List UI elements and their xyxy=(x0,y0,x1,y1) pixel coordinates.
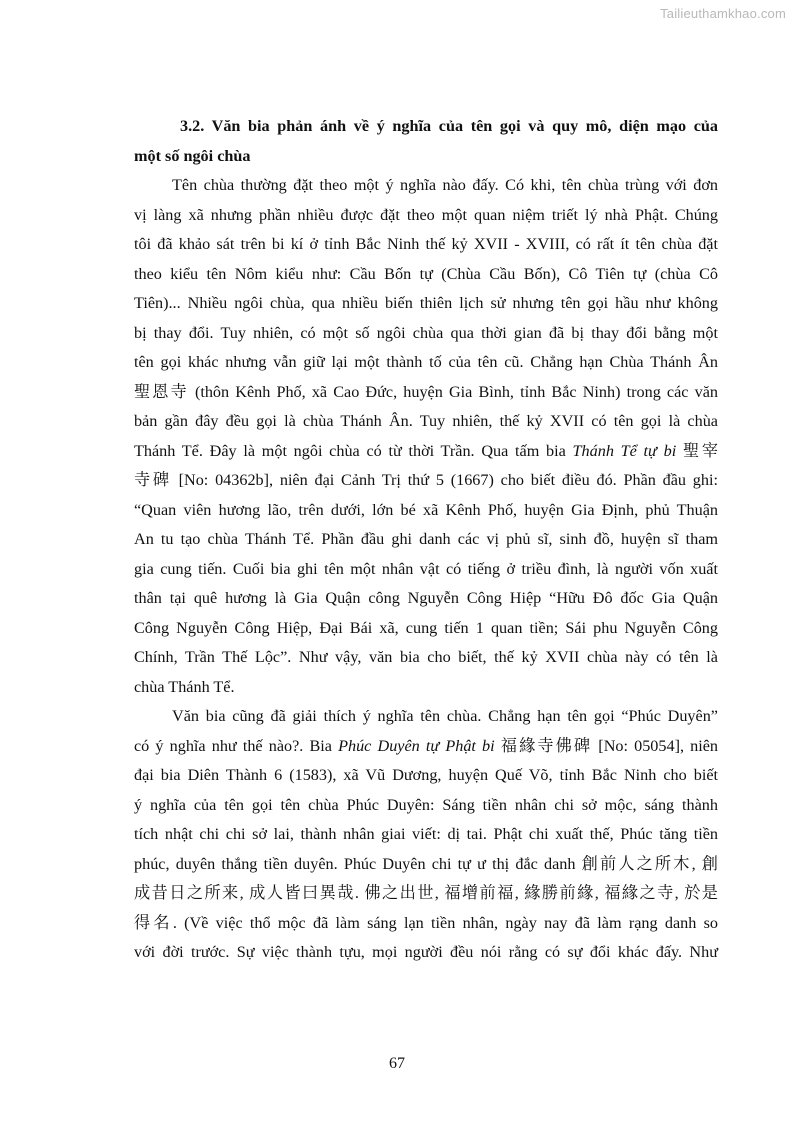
paragraph-line: Tên chùa thường đặt theo một ý nghĩa nào đấy. Có khi, tên chùa trùng với đơn xyxy=(172,176,718,194)
paragraph-line xyxy=(134,437,718,467)
paragraph-line: theo kiểu tên Nôm kiểu như: Cầu Bốn tự (Chùa Cầu Bốn), Cô Tiên tự (chùa Cô xyxy=(134,264,718,283)
paragraph-1 xyxy=(134,171,718,702)
paragraph-line: tên gọi khác nhưng vẫn giữ lại một thành tố của tên cũ. Chẳng hạn Chùa Thánh Ân xyxy=(134,353,718,371)
paragraph-line: “Quan viên hương lão, trên dưới, lớn bé xã Kênh Phố, huyện Gia Định, phủ Thuận xyxy=(134,500,718,519)
stele-title-italic: Phúc Duyên tự Phật bi xyxy=(338,736,495,755)
paragraph-line: 得名. (Về việc thổ mộc đã làm sáng lạn tiền nhân, ngày nay đã làm rạng danh so xyxy=(134,913,718,932)
text-run: 聖宰 xyxy=(676,441,719,460)
paragraph-line: gia cung tiến. Cuối bia ghi tên một nhân vật có tiếng ở triều đình, là người vốn xuất xyxy=(134,559,718,578)
paragraph-line: thân tại quê hương là Gia Quận công Nguyễn Công Hiệp “Hữu Đô đốc Gia Quận xyxy=(134,589,718,607)
paragraph-line: ý nghĩa của tên gọi tên chùa Phúc Duyên: Sáng tiền nhân chi sở mộc, sáng thành xyxy=(134,795,718,814)
paragraph-line xyxy=(134,732,718,762)
paragraph-line: tích nhật chi chi sở lai, thành nhân giai viết: dị tai. Phật chi xuất thế, Phúc tăng tiền xyxy=(134,825,718,843)
paragraph-line: vị làng xã nhưng phần nhiều được đặt theo một quan niệm triết lý nhà Phật. Chúng xyxy=(134,205,718,224)
paragraph-line: bị thay đổi. Tuy nhiên, có một số ngôi chùa qua thời gian đã bị thay đổi bằng một xyxy=(134,323,718,342)
paragraph-line: 寺碑 [No: 04362b], niên đại Cảnh Trị thứ 5 (1667) cho biết điều đó. Phần đầu ghi: xyxy=(134,471,718,489)
document-body xyxy=(134,112,718,968)
text-run: có ý nghĩa như thế nào?. Bia xyxy=(134,736,339,755)
paragraph-line: Văn bia cũng đã giải thích ý nghĩa tên chùa. Chẳng hạn tên gọi “Phúc Duyên” xyxy=(172,707,718,725)
text-run: 福緣寺佛碑 [No: 05054], niên xyxy=(494,736,719,755)
paragraph-line: Tiên)... Nhiều ngôi chùa, qua nhiều biến thiên lịch sử nhưng tên gọi hầu như không xyxy=(134,294,718,312)
section-heading-line-1: 3.2. Văn bia phản ánh về ý nghĩa của tên gọi và quy mô, diện mạo của xyxy=(180,117,718,135)
paragraph-line: chùa Thánh Tể. xyxy=(134,677,235,696)
paragraph-line: đại bia Diên Thành 6 (1583), xã Vũ Dương, huyện Quế Võ, tỉnh Bắc Ninh cho biết xyxy=(134,766,718,784)
paragraph-line: 成昔日之所来, 成人皆曰異哉. 佛之出世, 福增前福, 緣勝前緣, 福緣之寺, 於是 xyxy=(134,884,718,902)
section-heading xyxy=(134,112,718,171)
section-heading-line-2: một số ngôi chùa xyxy=(134,146,251,165)
stele-title-italic: Thánh Tể tự bi xyxy=(572,441,677,460)
paragraph-line: An tu tạo chùa Thánh Tể. Phần đầu ghi danh các vị phủ sĩ, sinh đồ, huyện sĩ tham xyxy=(134,530,718,548)
paragraph-2 xyxy=(134,702,718,968)
paragraph-line: 聖恩寺 (thôn Kênh Phố, xã Cao Đức, huyện Gia Bình, tỉnh Bắc Ninh) trong các văn xyxy=(134,382,718,401)
paragraph-line: Công Nguyễn Công Hiệp, Đại Bái xã, cung tiến 1 quan tiền; Sái phu Nguyễn Công xyxy=(134,618,718,637)
paragraph-line: bản gần đây đều gọi là chùa Thánh Ân. Tuy nhiên, thế kỷ XVII có tên gọi là chùa xyxy=(134,412,718,430)
text-run: Thánh Tể. Đây là một ngôi chùa có từ thời Trần. Qua tấm bia xyxy=(134,441,573,460)
paragraph-line: phúc, duyên thắng tiền duyên. Phúc Duyên chi tự ư thị đắc danh 創前人之所木, 創 xyxy=(134,854,718,873)
page-number: 67 xyxy=(389,1055,405,1072)
paragraph-line: tôi đã khảo sát trên bi kí ở tỉnh Bắc Ninh thế kỷ XVII - XVIII, có rất ít tên chùa đặt xyxy=(134,235,718,253)
paragraph-line: Chính, Trần Thế Lộc”. Như vậy, văn bia cho biết, thế kỷ XVII chùa này có tên là xyxy=(134,648,718,666)
watermark: Tailieuthamkhao.com xyxy=(660,6,786,21)
paragraph-line: với đời trước. Sự việc thành tựu, mọi người đều nói rằng có sự đổi khác đấy. Như xyxy=(134,943,718,961)
